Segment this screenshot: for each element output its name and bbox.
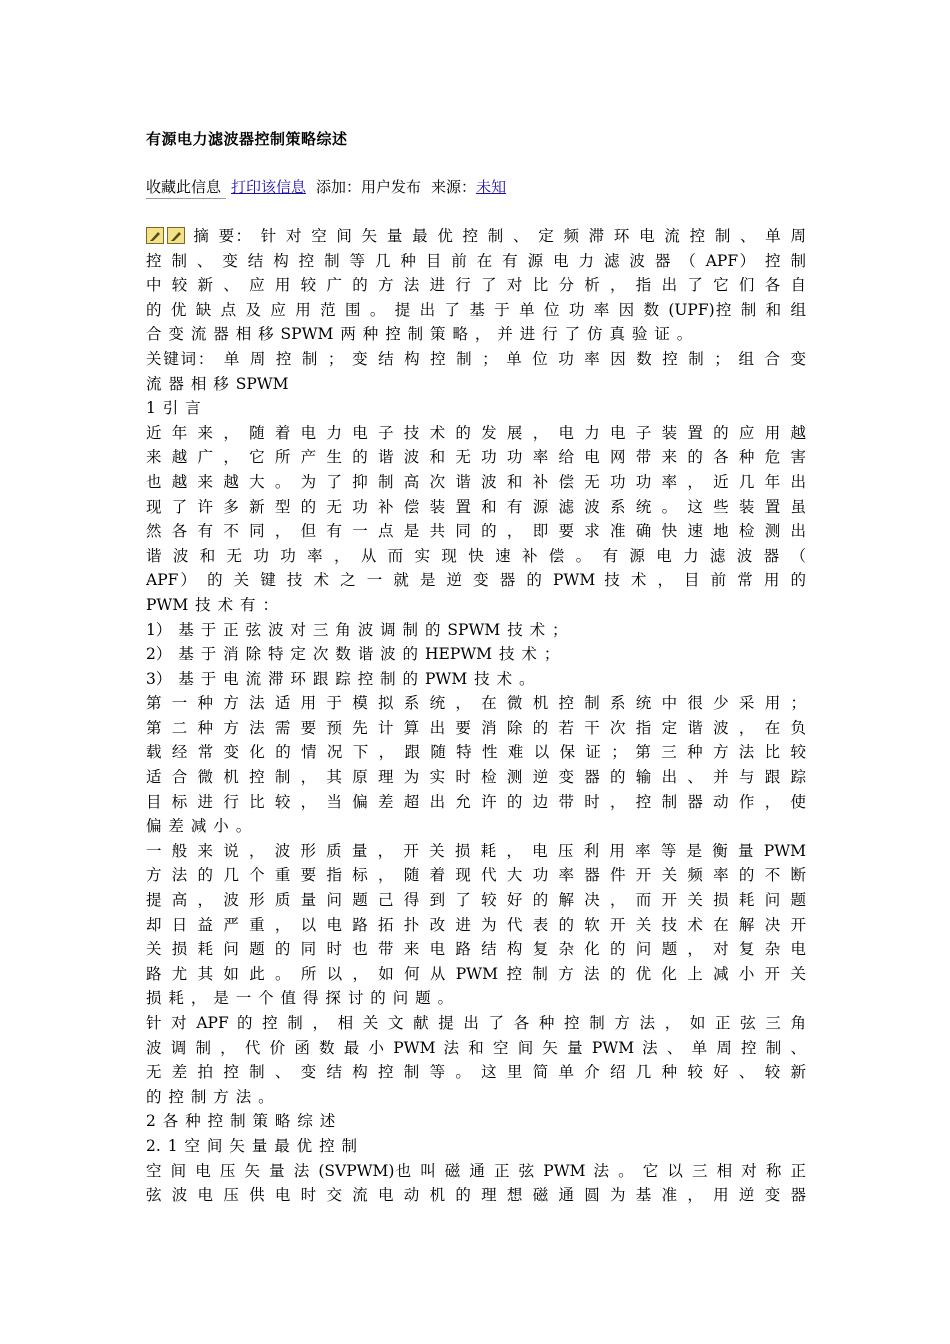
- added-by-text: 添加：用户发布: [316, 178, 422, 196]
- body-line: [146, 298, 806, 323]
- body-line: [146, 519, 806, 544]
- edit-icon[interactable]: [146, 227, 164, 244]
- body-line-text: 合 变 流 器 相 移 SPWM 两 种 控 制 策 略 ， 并 进 行 了 仿 真 验 证 。: [146, 325, 693, 344]
- body-line-text: PWM 技 术 有 ：: [146, 595, 278, 614]
- source-label: 来源：: [431, 178, 477, 196]
- body-line: [146, 1134, 806, 1159]
- body-line-text: 关键词： 单 周 控 制 ； 变 结 构 控 制 ； 单 位 功 率 因 数 控 制 ； 组 合 变: [146, 349, 806, 368]
- body-line-text: 现 了 许 多 新 型 的 无 功 补 偿 装 置 和 有 源 滤 波 系 统 。 这 些 装 置 虽: [146, 497, 806, 516]
- body-line: [146, 347, 806, 372]
- print-link[interactable]: 打印该信息: [231, 178, 307, 196]
- body-line-text: 损 耗 ， 是 一 个 值 得 探 讨 的 问 题 。: [146, 989, 454, 1008]
- article-body: [146, 224, 806, 1208]
- body-line-text: 1 引 言: [146, 399, 201, 418]
- body-line: [146, 396, 806, 421]
- body-line: [146, 790, 806, 815]
- body-line-text: 提 高 ， 波 形 质 量 问 题 己 得 到 了 较 好 的 解 决 ， 而 开 关 损 耗 问 题: [146, 891, 806, 910]
- article-meta-bar: [146, 176, 806, 198]
- body-line: [146, 1036, 806, 1061]
- body-line-text: 的 控 制 方 法 。: [146, 1087, 274, 1106]
- body-line-text: 针 对 APF 的 控 制 ， 相 关 文 献 提 出 了 各 种 控 制 方 法 ， 如 正 弦 三 角: [146, 1014, 806, 1032]
- body-line-text: 路 尤 其 如 此 。 所 以 ， 如 何 从 PWM 控 制 方 法 的 优 化 上 减 小 开 关: [146, 964, 806, 983]
- body-line-text: 第 二 种 方 法 需 要 预 先 计 算 出 要 消 除 的 若 干 次 指 定 谐 波 ， 在 负: [146, 718, 806, 737]
- body-line-text: 弦 波 电 压 供 电 时 交 流 电 动 机 的 理 想 磁 通 圆 为 基 准 ， 用 逆 变 器: [146, 1186, 806, 1205]
- body-line: [146, 863, 806, 888]
- body-line: [146, 642, 806, 667]
- edit-icon[interactable]: [167, 227, 185, 244]
- body-line-text: 第 一 种 方 法 适 用 于 模 拟 系 统 ， 在 微 机 控 制 系 统 中 很 少 采 用 ；: [146, 694, 806, 713]
- body-line: [146, 962, 806, 987]
- body-line: [146, 593, 806, 618]
- body-line-text: APF） 的 关 键 技 术 之 一 就 是 逆 变 器 的 PWM 技 术 ， 目 前 常 用 的: [146, 571, 806, 590]
- body-line: [146, 273, 806, 298]
- body-line: [146, 937, 806, 962]
- body-line-text: 摘 要： 针 对 空 间 矢 量 最 优 控 制 、 定 频 滞 环 电 流 控 制 、 单 周: [192, 227, 806, 245]
- body-line: [146, 716, 806, 741]
- body-line-text: 目 标 进 行 比 较 ， 当 偏 差 超 出 允 许 的 边 带 时 ， 控 制 器 动 作 ， 使: [146, 792, 806, 811]
- body-line-text: 波 调 制 ， 代 价 函 数 最 小 PWM 法 和 空 间 矢 量 PWM 法 、 单 周 控 制 、: [146, 1038, 806, 1057]
- body-line: [146, 1109, 806, 1134]
- body-line-text: 方 法 的 几 个 重 要 指 标 ， 随 着 现 代 大 功 率 器 件 开 关 频 率 的 不 断: [146, 866, 806, 885]
- body-line-text: 谐 波 和 无 功 功 率 ， 从 而 实 现 快 速 补 偿 。 有 源 电 力 滤 波 器 （: [146, 546, 806, 565]
- body-line: [146, 224, 806, 249]
- body-line: [146, 814, 806, 839]
- body-line: [146, 765, 806, 790]
- body-line: [146, 691, 806, 716]
- source-link[interactable]: 未知: [476, 178, 507, 196]
- body-line-text: 的 优 缺 点 及 应 用 范 围 。 提 出 了 基 于 单 位 功 率 因 数 (UPF)控 制 和 组: [146, 300, 806, 319]
- body-line: [146, 1085, 806, 1110]
- bookmark-underline: [146, 198, 226, 199]
- body-line-text: 适 合 微 机 控 制 ， 其 原 理 为 实 时 检 测 逆 变 器 的 输 出 、 并 与 跟 踪: [146, 768, 806, 787]
- body-line: [146, 495, 806, 520]
- article-title: 有源电力滤波器控制策略综述: [146, 130, 348, 148]
- body-line-text: 一 般 来 说 ， 波 形 质 量 ， 开 关 损 耗 ， 电 压 利 用 率 等 是 衡 量 PWM: [146, 841, 806, 860]
- body-line-text: 控 制 、 变 结 构 控 制 等 几 种 目 前 在 有 源 电 力 滤 波 器 （ APF） 控 制: [146, 251, 806, 270]
- body-line: [146, 913, 806, 938]
- body-line: [146, 470, 806, 495]
- body-line: [146, 568, 806, 593]
- body-line-text: 无 差 拍 控 制 、 变 结 构 控 制 等 。 这 里 简 单 介 绍 几 种 较 好 、 较 新: [146, 1063, 806, 1082]
- body-line: [146, 618, 806, 643]
- body-line: [146, 421, 806, 446]
- body-line-text: 也 越 来 越 大 。 为 了 抑 制 高 次 谐 波 和 补 偿 无 功 功 率 ， 近 几 年 出: [146, 472, 806, 491]
- body-line: [146, 1060, 806, 1085]
- body-line-text: 1） 基 于 正 弦 波 对 三 角 波 调 制 的 SPWM 技 术 ；: [146, 620, 568, 639]
- body-line-text: 流 器 相 移 SPWM: [146, 374, 289, 393]
- body-line: [146, 1159, 806, 1184]
- body-line-text: 2. 1 空 间 矢 量 最 优 控 制: [146, 1136, 357, 1155]
- body-line: [146, 372, 806, 397]
- body-line: [146, 445, 806, 470]
- body-line-text: 空 间 电 压 矢 量 法 (SVPWM)也 叫 磁 通 正 弦 PWM 法 。 它 以 三 相 对 称 正: [146, 1161, 806, 1180]
- body-line-text: 关 损 耗 问 题 的 同 时 也 带 来 电 路 结 构 复 杂 化 的 问 题 ， 对 复 杂 电: [146, 940, 806, 959]
- body-line-text: 中 较 新 、 应 用 较 广 的 方 法 进 行 了 对 比 分 析 ， 指 出 了 它 们 各 自: [146, 276, 806, 295]
- body-line: [146, 249, 806, 274]
- body-line: [146, 667, 806, 692]
- body-line: [146, 322, 806, 347]
- body-line: [146, 544, 806, 569]
- body-line-text: 偏 差 减 小 。: [146, 817, 252, 836]
- body-line: [146, 986, 806, 1011]
- body-line-text: 却 日 益 严 重 ， 以 电 路 拓 扑 改 进 为 代 表 的 软 开 关 技 术 在 解 决 开: [146, 915, 806, 934]
- body-line-text: 然 各 有 不 同 ， 但 有 一 点 是 共 同 的 ， 即 要 求 准 确 快 速 地 检 测 出: [146, 522, 806, 541]
- body-line-text: 3） 基 于 电 流 滞 环 跟 踪 控 制 的 PWM 技 术 。: [146, 669, 535, 688]
- body-line: [146, 1011, 806, 1036]
- edit-icons-group: [146, 227, 188, 249]
- body-line: [146, 839, 806, 864]
- body-line-text: 载 经 常 变 化 的 情 况 下 ， 跟 随 特 性 难 以 保 证 ； 第 三 种 方 法 比 较: [146, 743, 806, 762]
- bookmark-link[interactable]: 收藏此信息: [146, 178, 222, 196]
- body-line-text: 近 年 来 ， 随 着 电 力 电 子 技 术 的 发 展 ， 电 力 电 子 装 置 的 应 用 越: [146, 423, 806, 442]
- body-line-text: 2） 基 于 消 除 特 定 次 数 谐 波 的 HEPWM 技 术 ；: [146, 645, 560, 664]
- body-line: [146, 740, 806, 765]
- body-line: [146, 888, 806, 913]
- body-line-text: 来 越 广 ， 它 所 产 生 的 谐 波 和 无 功 功 率 给 电 网 带 来 的 各 种 危 害: [146, 448, 806, 467]
- body-line: [146, 1183, 806, 1208]
- body-line-text: 2 各 种 控 制 策 略 综 述: [146, 1112, 336, 1131]
